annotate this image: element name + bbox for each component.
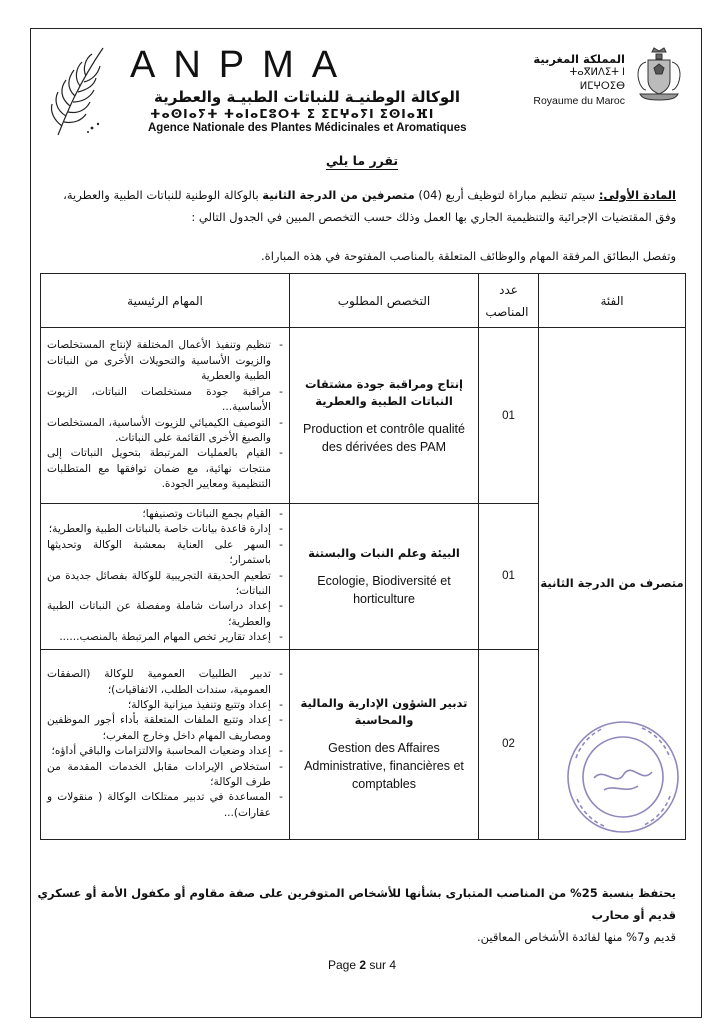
specialty-cell — [290, 328, 479, 504]
col-header-count: عدد المناصب — [479, 274, 539, 328]
table-row — [41, 328, 686, 504]
position-count: 01 — [479, 504, 539, 650]
task-item: - تدبير الطلبيات العمومية للوكالة (الصفقات العمومية، سندات الطلب، الاتفاقيات)؛ — [47, 667, 283, 698]
tasks-list — [47, 338, 283, 492]
letterhead — [40, 40, 690, 152]
col-header-tasks: المهام الرئيسية — [41, 274, 290, 328]
kingdom-name-fr: Royaume du Maroc — [533, 95, 625, 107]
official-stamp-icon — [564, 718, 682, 836]
category-cell: متصرف من الدرجة الثانية — [539, 328, 686, 840]
position-count: 02 — [479, 649, 539, 839]
article-one: المادة الأولى: سيتم تنظيم مباراة لتوظيف أربع (04) متصرفين من الدرجة الثانية بالوكالة الوطنية للنباتات الطبية والعطرية، — [63, 188, 676, 202]
specialty-ar: تدبير الشؤون الإدارية والمالية والمحاسبة — [300, 696, 468, 728]
specialty-ar: البيئة وعلم النبات والبستنة — [308, 545, 460, 560]
kingdom-name-ar: المملكة المغربية — [533, 52, 625, 66]
agency-name-ar: الوكالة الوطنيـة للنباتات الطبيـة والعطرية — [154, 88, 460, 106]
article-label: المادة الأولى: — [598, 188, 676, 202]
task-item: - إدارة قاعدة بيانات خاصة بالنباتات الطبية والعطرية؛ — [47, 522, 283, 537]
task-item: - مراقبة جودة مستخلصات النباتات، الزيوت الأساسية... — [47, 385, 283, 416]
specialty-fr: Ecologie, Biodiversité et horticulture — [317, 573, 451, 606]
reserved-quota-line-2: قديم و7% منها لفائدة الأشخاص المعاقين. — [476, 930, 676, 944]
specialty-cell — [290, 649, 479, 839]
specialty-fr: Production et contrôle qualité des dérivées des PAM — [303, 421, 465, 454]
specialty-cell — [290, 504, 479, 650]
reserved-quota-note — [36, 882, 676, 948]
agency-acronym: ANPMA — [130, 44, 356, 86]
tasks-list — [47, 667, 283, 821]
article-details-note: وتفصل البطائق المرفقة المهام والوظائف المتعلقة بالمناصب المفتوحة في هذه المباراة. — [261, 249, 676, 263]
task-item: - التوصيف الكيميائي للزيوت الأساسية، المستخلصات والصيغ الأخرى القائمة على النباتات. — [47, 416, 283, 447]
agency-name-tifinagh: ⵜⴰⵙⵏⴰⵢⵜ ⵜⴰⵏⴰⵎⵓⵔⵜ ⵉ ⵉⵎⵖⴰⵢⵏ ⵉⵙⵏⴰⴼⵏ — [150, 107, 435, 121]
task-item: - المساعدة في تدبير ممتلكات الوكالة ( منقولات و عقارات)... — [47, 790, 283, 821]
task-item: - تنظيم وتنفيذ الأعمال المختلفة لإنتاج المستخلصات والزيوت الأساسية والتحويلات الأخرى من النباتات الطبية والعطرية — [47, 338, 283, 384]
tasks-cell — [41, 649, 290, 839]
task-item: - إعداد دراسات شاملة ومفصلة عن النباتات الطبية والعطرية؛ — [47, 599, 283, 630]
plant-leaf-icon — [48, 40, 112, 140]
tasks-cell — [41, 504, 290, 650]
task-item: - إعداد تقارير تخص المهام المرتبطة بالمنصب...... — [47, 630, 283, 645]
task-item: - تطعيم الحديقة التجريبية للوكالة بفصائل جديدة من النباتات؛ — [47, 569, 283, 600]
task-item: - القيام بالعمليات المرتبطة بتحويل النباتات إلى منتجات نهائية، مع ضمان توافقها مع المتطلبات التنظيمية ومعايير الجودة. — [47, 446, 283, 492]
table-header-row — [41, 274, 686, 328]
specialty-fr: Gestion des Affaires Administrative, financières et comptables — [304, 741, 464, 792]
agency-name-fr: Agence Nationale des Plantes Médicinales et Aromatiques — [148, 122, 467, 134]
kingdom-name-tifinagh: ⵜⴰⴳⵍⴷⵉⵜ ⵏ ⵍⵎⵖⵔⵉⴱ — [569, 67, 625, 92]
task-item: - القيام بجمع النباتات وتصنيفها؛ — [47, 507, 283, 522]
tasks-cell — [41, 328, 290, 504]
task-item: - استخلاص الإيرادات مقابل الخدمات المقدمة من طرف الوكالة؛ — [47, 760, 283, 791]
anpma-logo — [40, 40, 470, 140]
decision-heading: تقرر ما يلي — [325, 153, 399, 168]
task-item: - إعداد وتتبع وتنفيذ ميزانية الوكالة؛ — [47, 698, 283, 713]
position-count: 01 — [479, 328, 539, 504]
task-item: - إعداد وتتبع الملفات المتعلقة بأداء أجور الموظفين ومصاريف المهام داخل وخارج المغرب؛ — [47, 713, 283, 744]
specialty-ar: إنتاج ومراقبة جودة مشتقات النباتات الطبية والعطرية — [305, 376, 463, 408]
royal-coat-of-arms-icon — [632, 46, 686, 104]
page-number: Page 2 sur 4 — [327, 958, 397, 972]
col-header-category: الفئة — [539, 274, 686, 328]
col-header-specialty: التخصص المطلوب — [290, 274, 479, 328]
article-conditions: وفق المقتضيات الإجرائية والتنظيمية الجاري بها العمل وذلك حسب التخصص المبين في الجدول التالي : — [191, 210, 676, 224]
tasks-list — [47, 507, 283, 646]
task-item: - السهر على العناية بمعشبة الوكالة وتحديثها باستمرار؛ — [47, 538, 283, 569]
task-item: - إعداد وضعيات المحاسبة والالتزامات والباقي أداؤه؛ — [47, 744, 283, 759]
reserved-quota-line-1: يحتفظ بنسبة 25% من المناصب المتبارى بشأنها للأشخاص المتوفرين على صفة مقاوم أو مكفول الأمة أو عسكري قديم أو محارب — [37, 886, 676, 922]
kingdom-block — [530, 42, 690, 107]
